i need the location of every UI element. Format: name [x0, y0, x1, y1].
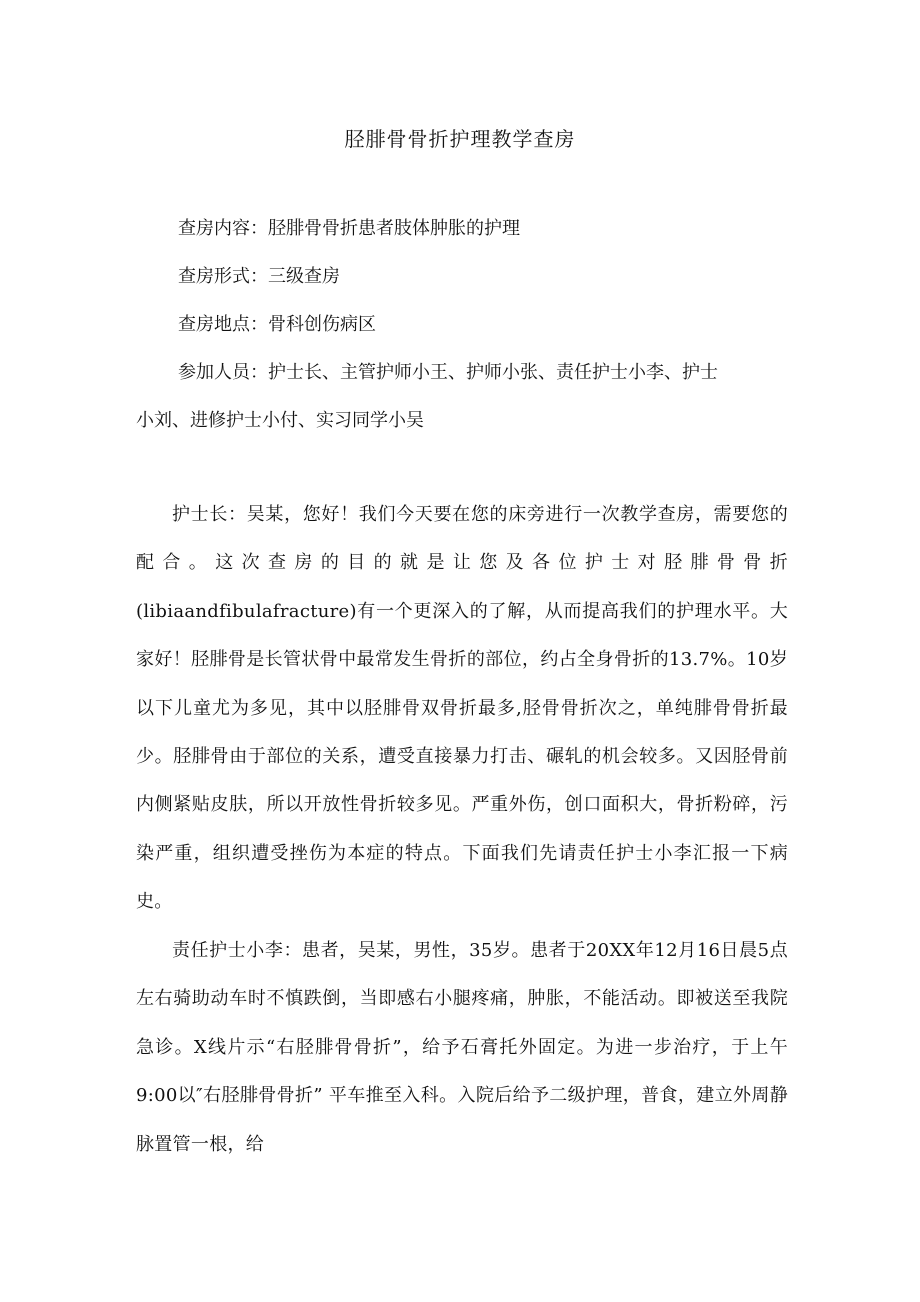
paragraph-primary-nurse: 责任护士小李：患者，吴某，男性，35岁。患者于20XX年12月16日晨5点左右骑助动车时不慎跌倒，当即感右小腿疼痛，肿胀，不能活动。即被送至我院急诊。X线片示“右胫腓骨骨折”，给予石膏托外固定。为进一步治疗，于上午9:00以″右胫腓骨骨折” 平车推至入科。入院后给予二级护理，普食，建立外周静脉置管一根，给	[136, 940, 788, 1155]
meta-location: 查房地点：骨科创伤病区	[178, 314, 376, 335]
meta-content: 查房内容：胫腓骨骨折患者肢体肿胀的护理	[178, 218, 520, 239]
meta-participants-line2: 小刘、进修护士小付、实习同学小吴	[136, 410, 424, 431]
meta-participants-line1: 参加人员：护士长、主管护师小王、护师小张、责任护士小李、护士	[178, 362, 718, 383]
meta-format: 查房形式：三级查房	[178, 266, 340, 287]
paragraph-head-nurse: 护士长：吴某，您好！我们今天要在您的床旁进行一次教学查房，需要您的配合。这次查房的目的就是让您及各位护士对胫腓骨骨折(libiaandfibulafracture)有一个更深入的了解，从而提高我们的护理水平。大家好！胫腓骨是长管状骨中最常发生骨折的部位，约占全身骨折的13.7%。10岁以下儿童尤为多见，其中以胫腓骨双骨折最多,胫骨骨折次之，单纯腓骨骨折最少。胫腓骨由于部位的关系，遭受直接暴力打击、碾轧的机会较多。又因胫骨前内侧紧贴皮肤，所以开放性骨折较多见。严重外伤，创口面积大，骨折粉碎，污染严重，组织遭受挫伤为本症的特点。下面我们先请责任护士小李汇报一下病史。	[136, 504, 788, 913]
document-title: 胫腓骨骨折护理教学查房	[344, 127, 576, 151]
